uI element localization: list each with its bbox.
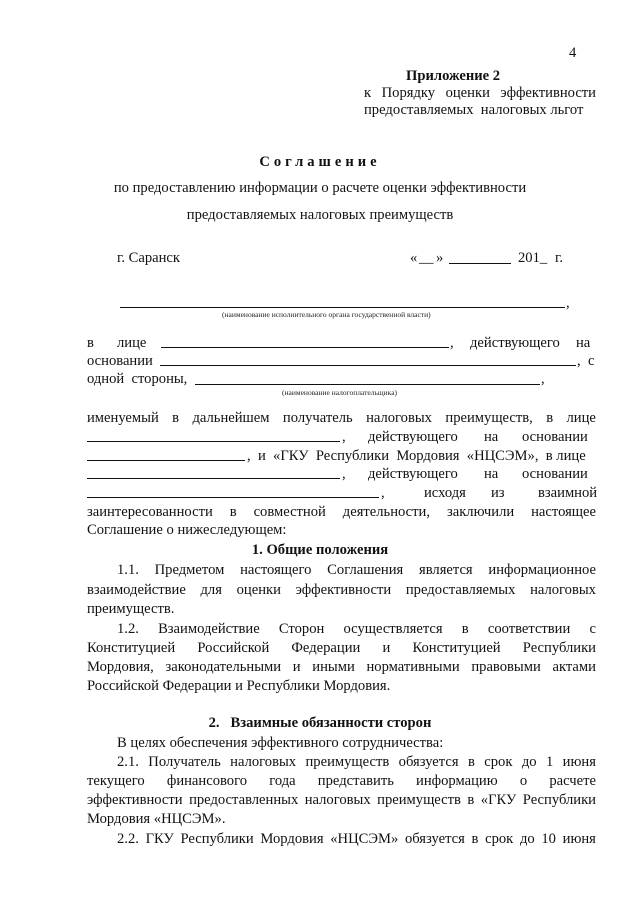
word: срок [484, 754, 513, 770]
section-1-2-line-4: Российской Федерации и Республики Мордовия. [87, 678, 391, 694]
fill-line [87, 478, 340, 479]
word: предоставляемых [405, 582, 516, 598]
word: настоящего [240, 562, 312, 578]
word: года [269, 773, 296, 789]
word: в [172, 410, 180, 426]
comma: , [566, 295, 570, 311]
word: лице [566, 410, 596, 426]
word: получатель [282, 410, 353, 426]
word: Мордовия [260, 831, 324, 847]
word: именуемый [87, 410, 159, 426]
word: и [382, 640, 391, 656]
taxpayer-name-hint: (наименование налогоплательщика) [282, 388, 398, 397]
word: настоящее [531, 504, 596, 520]
word: налоговых [230, 754, 297, 770]
word: 1.2. [117, 621, 139, 637]
word: оценки [236, 582, 281, 598]
word: совместной [253, 504, 326, 520]
representative-line [161, 347, 449, 348]
fill-line [87, 460, 245, 461]
word: дальнейшем [192, 410, 270, 426]
date-day-blank: __ [419, 250, 434, 266]
word: эффективности [500, 85, 596, 101]
word: 2.2. [117, 831, 139, 847]
date-year: 201_ [518, 250, 548, 266]
word-acting: действующего [368, 429, 458, 445]
comma: , [577, 353, 581, 369]
section-2-1-line-3 [87, 791, 596, 809]
word: «ГКУ [480, 792, 517, 808]
word: представить [317, 773, 394, 789]
fill-line [87, 441, 340, 442]
date-close-quote: » [436, 250, 444, 266]
word: налоговых [366, 410, 432, 426]
authority-name-hint: (наименование исполнительного органа государственной власти) [222, 310, 431, 319]
word-litse: лице [117, 335, 147, 351]
word: 1 [545, 754, 554, 770]
comma: , [541, 371, 545, 387]
word: июня [562, 754, 596, 770]
section-2-intro: В целях обеспечения эффективного сотрудничества: [117, 735, 444, 751]
appendix-line-1 [364, 84, 596, 102]
section-2-2-line-1 [117, 830, 596, 848]
word: Получатель [148, 754, 221, 770]
word: является [419, 562, 473, 578]
section-2-heading: 2. Взаимные обязанности сторон [208, 715, 432, 731]
word: Конституцией [412, 640, 501, 656]
appendix-line-2: предоставляемых налоговых льгот [364, 102, 584, 118]
word: в [546, 410, 554, 426]
word-osnovanii: основании [522, 429, 588, 445]
word: Соглашения [327, 562, 404, 578]
word: предоставленных [189, 792, 299, 808]
body-line-3: , и «ГКУ Республики Мордовия «НЦСЭМ», в лице [247, 448, 586, 464]
section-1-1-line-3: преимуществ. [87, 601, 175, 617]
section-1-heading: 1. Общие положения [251, 542, 389, 558]
word: заключили [446, 504, 515, 520]
word: информацию [416, 773, 498, 789]
comma: , [450, 335, 454, 351]
word: финансового [166, 773, 248, 789]
word-acting: действующего [368, 466, 458, 482]
word: осуществляется [343, 621, 443, 637]
word: преимуществ [377, 792, 461, 808]
word: Республики [180, 831, 254, 847]
word: взаимной [538, 485, 598, 501]
word: Конституцией [87, 640, 176, 656]
comma: , [381, 485, 385, 501]
word: налоговых [304, 792, 371, 808]
word: информационное [488, 562, 596, 578]
fill-line [87, 497, 379, 498]
comma: , [342, 429, 346, 445]
word: 1.1. [117, 562, 139, 578]
word: обязуется [404, 831, 465, 847]
word: законодательными [165, 659, 282, 675]
word: с [589, 621, 596, 637]
document-title: Соглашение [259, 154, 381, 170]
word: из [491, 485, 505, 501]
body-line-6 [87, 503, 596, 521]
word: до [519, 831, 535, 847]
word: в [229, 504, 237, 520]
basis-line [160, 365, 576, 366]
body-line-1 [87, 409, 596, 427]
word: правовыми [471, 659, 541, 675]
word: к [364, 85, 372, 101]
word: Взаимодействие [158, 621, 260, 637]
word-s: с [588, 353, 595, 369]
word: Мордовия, [87, 659, 154, 675]
word: преимуществ, [445, 410, 533, 426]
word: эффективности [295, 582, 392, 598]
word: Российской [197, 640, 270, 656]
word: о [519, 773, 528, 789]
word: соответствии [487, 621, 571, 637]
word: в [467, 792, 475, 808]
word: в [467, 754, 475, 770]
word: ГКУ [145, 831, 174, 847]
word: текущего [87, 773, 145, 789]
word: «НЦСЭМ» [330, 831, 399, 847]
word: срок [485, 831, 514, 847]
word-na: на [484, 466, 499, 482]
word: исходя [424, 485, 466, 501]
word: взаимодействие [87, 582, 186, 598]
word: в [471, 831, 479, 847]
authority-name-line [120, 307, 565, 308]
appendix-title: Приложение 2 [406, 68, 501, 84]
word: заинтересованности [87, 504, 213, 520]
word: и [292, 659, 301, 675]
word: 10 [541, 831, 556, 847]
word-na: на [576, 335, 591, 351]
word: нормативными [366, 659, 460, 675]
word: актами [552, 659, 596, 675]
one-side: одной стороны, [87, 371, 188, 387]
word: обязуется [398, 754, 459, 770]
section-1-2-line-2 [87, 639, 596, 657]
city: г. Саранск [117, 250, 180, 266]
word: до [521, 754, 537, 770]
taxpayer-name-line [195, 384, 540, 385]
word: расчете [549, 773, 596, 789]
word: июня [562, 831, 596, 847]
word: Сторон [278, 621, 325, 637]
word-acting: действующего [470, 335, 560, 351]
word: эффективности [87, 792, 183, 808]
word: для [200, 582, 222, 598]
word: 2.1. [117, 754, 139, 770]
document-subtitle-1: по предоставлению информации о расчете оценки эффективности [113, 180, 527, 196]
section-1-1-line-1 [117, 561, 596, 579]
page-number: 4 [569, 45, 577, 61]
word-na: на [484, 429, 499, 445]
section-2-1-line-4: Мордовия «НЦСЭМ». [87, 811, 226, 827]
word: Республики [522, 792, 596, 808]
date-open-quote: « [410, 250, 418, 266]
section-2-1-line-1 [117, 753, 596, 771]
body-line-7: Соглашение о нижеследующем: [87, 522, 287, 538]
word-v: в [87, 335, 94, 351]
word: Порядку [381, 85, 436, 101]
word: оценки [445, 85, 490, 101]
word-osnovanii: основании [87, 353, 153, 369]
word: преимуществ [305, 754, 390, 770]
section-2-1-line-2 [87, 772, 596, 790]
section-1-2-line-1 [117, 620, 596, 638]
document-subtitle-2: предоставляемых налоговых преимуществ [186, 207, 454, 223]
date-year-suffix: г. [555, 250, 563, 266]
section-1-1-line-2 [87, 581, 596, 599]
word: Федерации [291, 640, 361, 656]
word: в [461, 621, 469, 637]
date-month-line [449, 263, 511, 264]
word: деятельности, [342, 504, 430, 520]
word-osnovanii: основании [522, 466, 588, 482]
word: Республики [522, 640, 596, 656]
word: налоговых [530, 582, 596, 598]
word: иными [312, 659, 355, 675]
word: Предметом [154, 562, 225, 578]
comma: , [342, 466, 346, 482]
section-1-2-line-3 [87, 658, 596, 676]
